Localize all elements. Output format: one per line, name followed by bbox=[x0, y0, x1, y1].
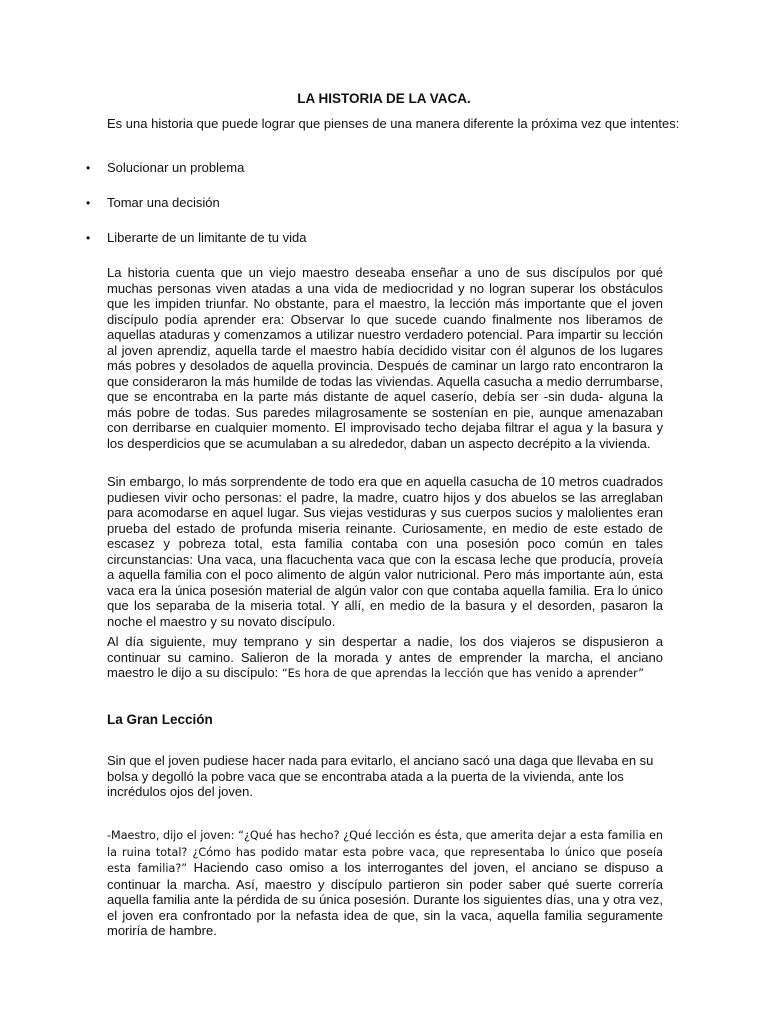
paragraph-5 bbox=[107, 827, 663, 939]
list-item-text: Solucionar un problema bbox=[107, 160, 245, 175]
paragraph-4: Sin que el joven pudiese hacer nada para evitarlo, el anciano sacó una daga que llevaba en su bolsa y degolló la pobre vaca que se encontraba atada a la puerta de la vivienda, ante los incrédulos ojos del joven. bbox=[107, 753, 654, 799]
paragraph-3-text: Al día siguiente, muy temprano y sin despertar a nadie, los dos viajeros se dispusieron a continuar su camino. Salieron de la morada y antes de emprender la marcha, el anciano maestro le dijo a su discípulo: bbox=[107, 634, 663, 680]
paragraph-1: La historia cuenta que un viejo maestro deseaba enseñar a uno de sus discípulos por qué muchas personas viven atadas a una vida de mediocridad y no logran superar los obstáculos que les impiden triunfar. No obstante, para el maestro, la lección más importante que el joven discípulo podía aprender era: Observar lo que sucede cuando finalmente nos liberamos de aquellas ataduras y comenzamos a utilizar nuestro verdadero potencial. Para impartir su lección al joven aprendiz, aquella tarde el maestro había decidido visitar con él algunos de los lugares más pobres y desolados de aquella provincia. Después de caminar un largo rato encontraron la que consideraron la más humilde de todas las viviendas. Aquella casucha a medio derrumbarse, que se encontraba en la parte más distante de aquel caserío, debía ser -sin duda- alguna la más pobre de todas. Sus paredes milagrosamente se sostenían en pie, aunque amenazaban con derribarse en cualquier momento. El improvisado techo dejaba filtrar el agua y la basura y los desperdicios que se acumulaban a su alrededor, daban un aspecto decrépito a la vivienda. bbox=[107, 265, 663, 451]
paragraph-5-text: Haciendo caso omiso a los interrogantes del joven, el anciano se dispuso a continuar la marcha. Así, maestro y discípulo partieron sin poder saber qué suerte correría aquella familia ante la pérdida de su única posesión. Durante los siguientes días, una y otra vez, el joven era confrontado por la nefasta idea de que, sin la vaca, aquella familia seguramente moriría de hambre. bbox=[107, 860, 663, 938]
document-title: LA HISTORIA DE LA VACA. bbox=[297, 91, 471, 106]
bullet-icon: • bbox=[86, 196, 91, 210]
section-heading: La Gran Lección bbox=[107, 712, 213, 727]
paragraph-3-quote: “Es hora de que aprendas la lección que has venido a aprender” bbox=[281, 667, 644, 680]
paragraph-2: Sin embargo, lo más sorprendente de todo era que en aquella casucha de 10 metros cuadrados pudiesen vivir ocho personas: el padre, la madre, cuatro hijos y dos abuelos se las arreglaban para acomodarse en aquel lugar. Sus viejas vestiduras y sus cuerpos sucios y malolientes eran prueba del estado de profunda miseria reinante. Curiosamente, en medio de este estado de escasez y pobreza total, esta familia contaba con una posesión poco común en tales circunstancias: Una vaca, una flacuchenta vaca que con la escasa leche que producía, proveía a aquella familia con el poco alimento de algún valor nutricional. Pero más importante aún, esta vaca era la única posesión material de algún valor con que contaba aquella familia. Era lo único que los separaba de la miseria total. Y allí, en medio de la basura y el desorden, pasaron la noche el maestro y su novato discípulo. bbox=[107, 474, 663, 629]
intro-paragraph: Es una historia que puede lograr que pienses de una manera diferente la próxima vez que intentes: bbox=[107, 116, 680, 131]
bullet-icon: • bbox=[86, 161, 91, 175]
paragraph-5-quote: -Maestro, dijo el joven: “¿Qué has hecho? ¿Qué lección es ésta, que amerita dejar a esta familia en la ruina total? ¿Cómo has podido matar esta pobre vaca, que representaba lo único que poseía esta familia?” bbox=[107, 829, 663, 875]
list-item-text: Tomar una decisión bbox=[107, 195, 220, 210]
bullet-icon: • bbox=[86, 231, 91, 245]
list-item-text: Liberarte de un limitante de tu vida bbox=[107, 230, 307, 245]
paragraph-3 bbox=[107, 634, 663, 682]
